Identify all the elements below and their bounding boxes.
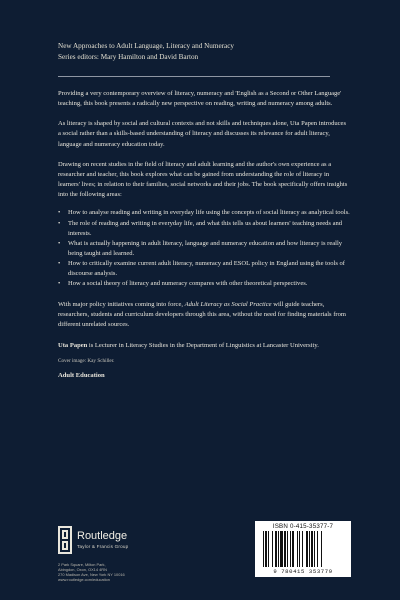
bullet-icon: • xyxy=(58,259,61,267)
list-item: • What is actually happening in adult literacy, language and numeracy education and how literacy is really being taught and learned. xyxy=(58,239,343,257)
intro-paragraph: Providing a very contemporary overview of literacy, numeracy and 'English as a Second or Other Language' teaching, this book presents a radically new perspective on reading, writing and numeracy among adults. xyxy=(58,90,342,108)
subject-category: Adult Education xyxy=(58,371,105,379)
blurb xyxy=(58,89,350,387)
publisher-logo xyxy=(58,524,198,560)
research-paragraph: Drawing on recent studies in the field of literacy and adult learning and the author's own experience as a researcher and teacher, this book explores what can be gained from understanding the role of literacy in learners' lives; in relation to their families, social networks and their jobs. The book specifically offers insights into the following areas: xyxy=(58,160,348,199)
barcode-digits: 9 780415 353779 xyxy=(273,568,333,575)
list-item: • The role of reading and writing in everyday life, and what this tells us about learners' teaching needs and interests. xyxy=(58,219,343,237)
author-name: Uta Papen xyxy=(58,341,88,349)
series-editors: Series editors: Mary Hamilton and David Barton xyxy=(58,53,199,61)
publisher-group: Taylor & Francis Group xyxy=(77,544,129,549)
policy-paragraph: With major policy initiatives coming into force, Adult Literacy as Social Practice will guide teachers, researchers, students and curriculum developers through this area, without the need for finding materials from different unrelated sources. xyxy=(58,301,346,329)
publisher-name: Routledge xyxy=(77,530,128,542)
cover-credit: Cover image: Kay Schiller. xyxy=(58,357,115,364)
social-literacy-paragraph: As literacy is shaped by social and cultural contexts and not skills and techniques alone, Uta Papen introduces a social rather than a skills-based understanding of literacy and discusses its relevance for adult literacy, language and numeracy education today. xyxy=(58,120,346,148)
barcode-icon xyxy=(263,531,343,567)
bullet-icon: • xyxy=(58,219,61,227)
list-item: • How to analyse reading and writing in everyday life using the concepts of social literacy as analytical tools. xyxy=(58,208,350,218)
series-title: New Approaches to Adult Language, Literacy and Numeracy xyxy=(58,42,235,50)
bullet-icon: • xyxy=(58,209,61,217)
bullet-icon: • xyxy=(58,280,61,288)
isbn-label: ISBN 0-415-35377-7 xyxy=(272,523,334,530)
publisher-address: 2 Park Square, Milton Park, Abingdon, Oxon, OX14 4RN 270 Madison Ave, New York NY 10016 www.routledge.com/education xyxy=(58,562,125,583)
barcode xyxy=(255,521,351,577)
insights-list xyxy=(58,208,350,289)
list-item: • How a social theory of literacy and numeracy compares with other theoretical perspectives. xyxy=(58,279,350,289)
bullet-icon: • xyxy=(58,239,61,247)
divider-rule xyxy=(58,76,330,77)
routledge-logo-icon xyxy=(58,526,72,554)
list-item: • How to critically examine current adult literacy, numeracy and ESOL policy in England using the tools of discourse analysis. xyxy=(58,259,345,277)
author-bio: Uta Papen is Lecturer in Literacy Studies in the Department of Linguistics at Lancaster University. xyxy=(58,341,319,349)
book-title: Adult Literacy as Social Practice xyxy=(184,301,272,309)
series-info xyxy=(58,41,358,63)
